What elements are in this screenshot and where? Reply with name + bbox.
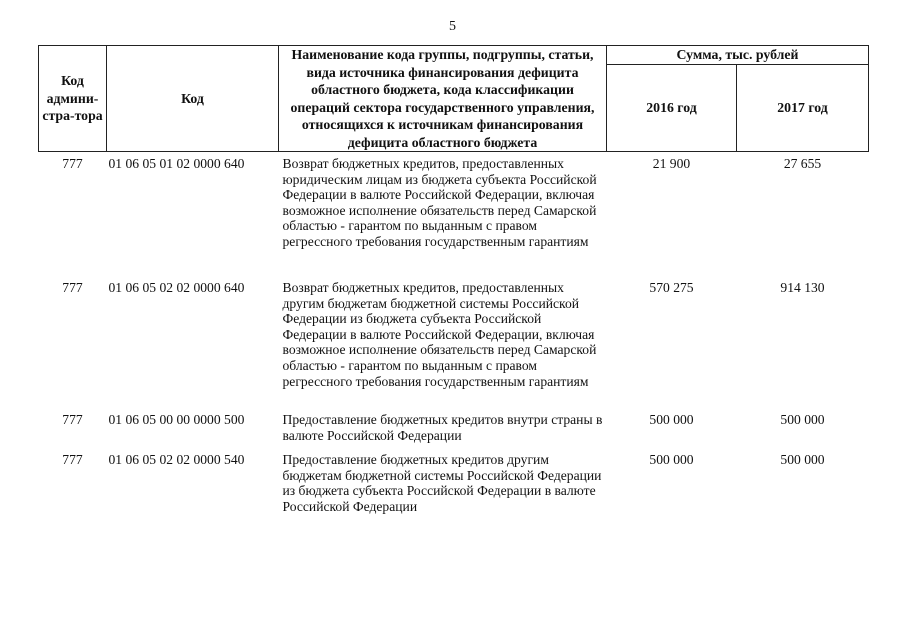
- code-cell: 01 06 05 02 02 0000 640: [108, 280, 245, 295]
- sum-2017-cell: 500 000: [780, 412, 825, 427]
- table-row: [39, 408, 869, 448]
- page-number: 5: [449, 19, 456, 34]
- sum-2016-cell: 500 000: [649, 412, 694, 427]
- header-year-2017: 2017 год: [737, 65, 869, 152]
- sum-2016-cell: 570 275: [649, 280, 694, 295]
- table-row: [39, 276, 869, 408]
- table-row: [39, 448, 869, 516]
- budget-sources-table: [38, 45, 869, 516]
- sum-2017-cell: 500 000: [780, 452, 825, 467]
- table-row: [39, 152, 869, 277]
- admin-cell: 777: [62, 452, 83, 467]
- name-cell: Предоставление бюджетных кредитов внутри страны в валюте Российской Федерации: [282, 412, 603, 443]
- header-admin-code: Код админи-стра-тора: [39, 46, 107, 152]
- name-cell: Возврат бюджетных кредитов, предоставленных другим бюджетам бюджетной системы Российской Федерации из бюджета субъекта Российской Федерации в валюте Российской Федерации, включая возможное исполнение обязательств перед Самарской областью - гарантом по выданным с правом регрессного требования государственным гарантиям: [282, 280, 597, 389]
- header-row-1: [39, 46, 869, 65]
- code-cell: 01 06 05 01 02 0000 640: [108, 156, 245, 171]
- admin-cell: 777: [62, 412, 83, 427]
- admin-cell: 777: [62, 280, 83, 295]
- code-cell: 01 06 05 02 02 0000 540: [108, 452, 245, 467]
- name-cell: Предоставление бюджетных кредитов другим бюджетам бюджетной системы Российской Федерации из бюджета субъекта Российской Федерации в валюте Российской Федерации: [282, 452, 602, 514]
- header-code: Код: [107, 46, 279, 152]
- sum-2016-cell: 500 000: [649, 452, 694, 467]
- name-cell: Возврат бюджетных кредитов, предоставленных юридическим лицам из бюджета субъекта Российской Федерации в валюте Российской Федерации, включая возможное исполнение обязательств перед Самарской областью - гарантом по выданным с правом регрессного требования государственным гарантиям: [282, 156, 597, 249]
- header-sum: Сумма, тыс. рублей: [607, 46, 869, 65]
- sum-2016-cell: 21 900: [652, 156, 691, 171]
- header-year-2016: 2016 год: [607, 65, 737, 152]
- sum-2017-cell: 914 130: [780, 280, 825, 295]
- admin-cell: 777: [62, 156, 83, 171]
- header-name: Наименование кода группы, подгруппы, статьи, вида источника финансирования дефицита областного бюджета, кода классификации операций сектора государственного управления, относящихся к источникам финансирования дефицита областного бюджета: [279, 46, 607, 152]
- code-cell: 01 06 05 00 00 0000 500: [108, 412, 245, 427]
- sum-2017-cell: 27 655: [783, 156, 822, 171]
